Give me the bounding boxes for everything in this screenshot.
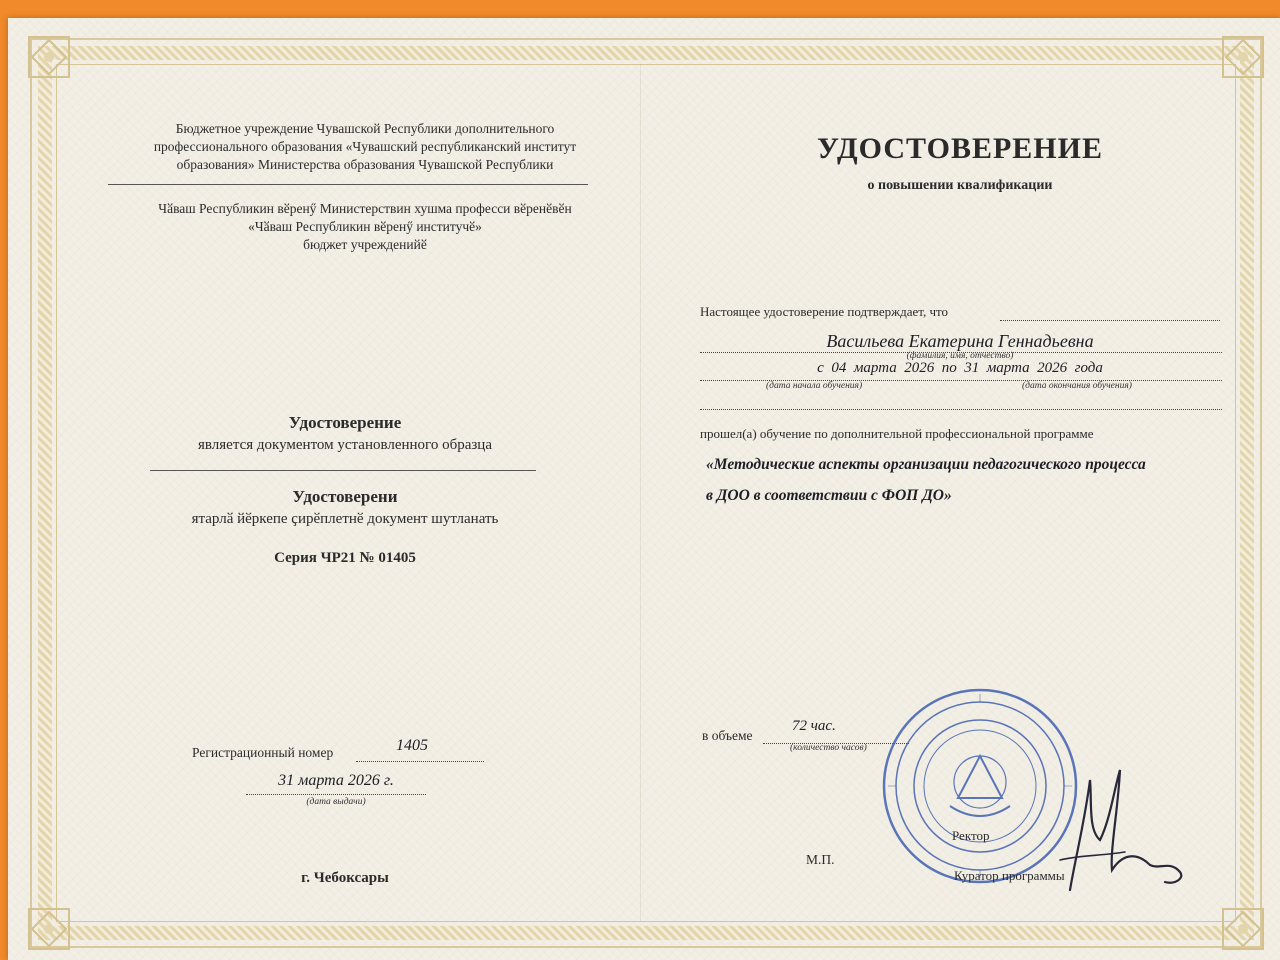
doc-title-russian: Удостоверение bbox=[288, 413, 402, 432]
corner-ornament-icon bbox=[26, 906, 72, 952]
organization-name-chuvash: Чӑваш Республикин вӗренӳ Министерствин хушма професси вӗренӗвӗн «Чӑваш Республикин вӗренӳ институчӗ» бюджет учрежденийӗ bbox=[158, 201, 572, 252]
volume-value: 72 час. bbox=[792, 718, 836, 734]
signature-icon bbox=[1030, 760, 1200, 900]
confirm-line bbox=[1000, 319, 1220, 321]
registration-number: 1405 bbox=[396, 737, 428, 754]
issue-date-line bbox=[246, 793, 426, 795]
divider bbox=[108, 184, 588, 185]
corner-ornament-icon bbox=[1220, 34, 1266, 80]
series-number: Серия ЧР21 № 01405 bbox=[274, 550, 416, 566]
program-name-line2: в ДОО в соответствии с ФОП ДО» bbox=[706, 487, 952, 504]
program-text: прошел(а) обучение по дополнительной профессиональной программе bbox=[700, 426, 1094, 441]
stamp-place-mp: М.П. bbox=[806, 852, 835, 867]
doc-text-russian: является документом установленного образца bbox=[198, 437, 492, 453]
organization-name-russian: Бюджетное учреждение Чувашской Республики дополнительного профессионального образования «Чувашский республиканский институт образования» Министерства образования Чувашской Республики bbox=[153, 121, 577, 172]
end-date-caption: (дата окончания обучения) bbox=[1022, 381, 1132, 391]
confirm-text: Настоящее удостоверение подтверждает, что bbox=[700, 304, 949, 319]
city: г. Чебоксары bbox=[301, 870, 389, 886]
corner-ornament-icon bbox=[1220, 906, 1266, 952]
person-name: Васильева Екатерина Геннадьевна bbox=[826, 331, 1094, 351]
registration-line bbox=[356, 760, 484, 762]
study-period: с 04 марта 2026 по 31 марта 2026 года bbox=[817, 360, 1103, 376]
registration-label: Регистрационный номер bbox=[192, 745, 334, 760]
name-caption: (фамилия, имя, отчество) bbox=[906, 351, 1014, 361]
certificate-subtitle: о повышении квалификации bbox=[867, 178, 1053, 193]
corner-ornament-icon bbox=[26, 34, 72, 80]
issue-date-caption: (дата выдачи) bbox=[306, 797, 366, 807]
rector-label: Ректор bbox=[952, 828, 990, 843]
blank-line bbox=[700, 408, 1222, 410]
program-name-line1: «Методические аспекты организации педагогического процесса bbox=[706, 456, 1146, 473]
fold-line bbox=[640, 64, 641, 922]
curator-label: Куратор программы bbox=[954, 868, 1065, 883]
start-date-caption: (дата начала обучения) bbox=[766, 381, 863, 391]
volume-caption: (количество часов) bbox=[790, 743, 867, 753]
doc-text-chuvash: ятарлӑ йӗркепе ҫирӗплетнӗ документ шутланать bbox=[191, 511, 499, 527]
certificate-title: УДОСТОВЕРЕНИЕ bbox=[817, 132, 1103, 165]
issue-date: 31 марта 2026 г. bbox=[278, 772, 394, 789]
volume-label: в объеме bbox=[702, 728, 753, 743]
doc-title-chuvash: Удостоверени bbox=[292, 487, 398, 506]
divider bbox=[150, 470, 536, 471]
